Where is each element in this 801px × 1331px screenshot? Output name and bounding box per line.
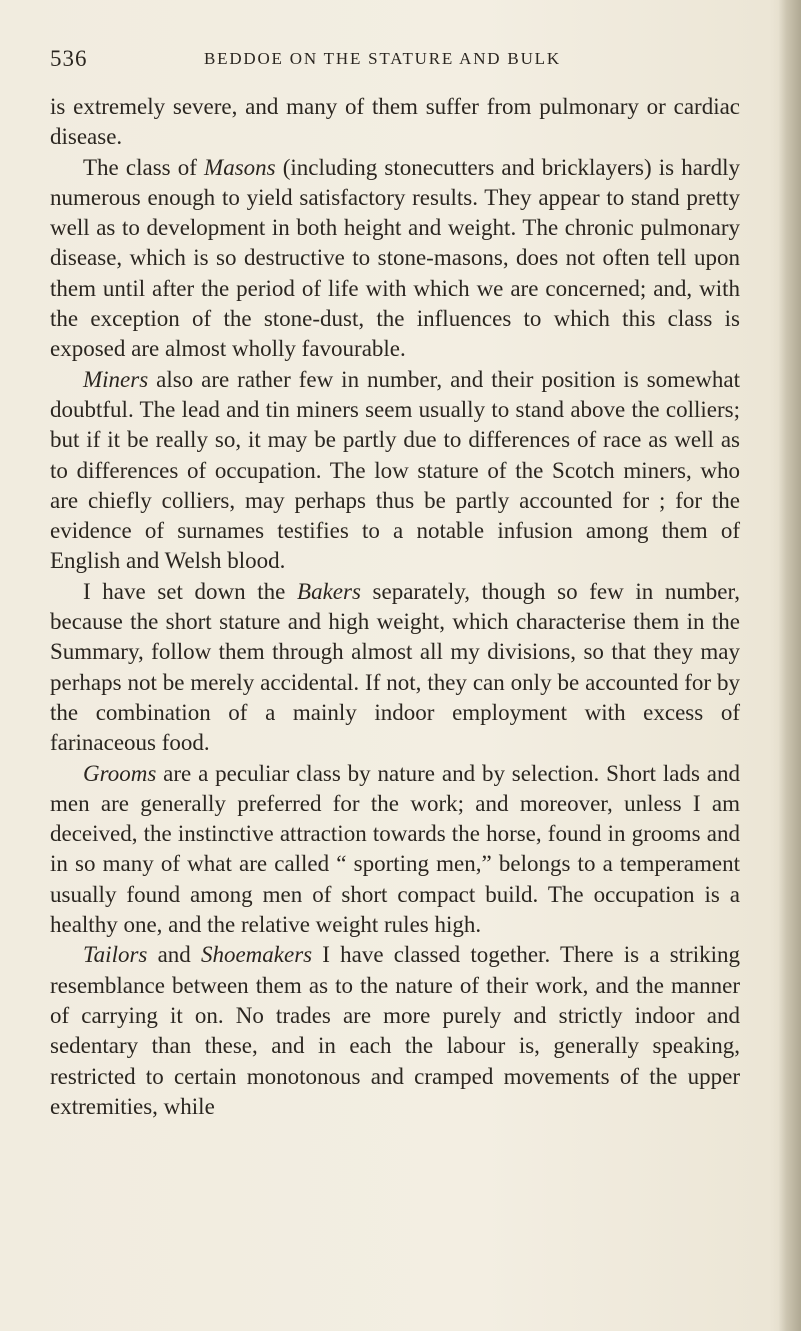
italic-term-grooms: Grooms (83, 760, 157, 786)
paragraph-text: are a peculiar class by nature and by selection. Short lads and men are generally preferred for the work; and moreover, unless I am deceived, the instinctive attraction towards the horse, found in grooms and in so many of what are called “ sporting men,” belongs to a temperament usually found among men of short compact build. The occupation is a healthy one, and the relative weight rules high. (50, 760, 740, 938)
paragraph-conjunction: and (147, 942, 201, 968)
paragraph-text: (including stonecutters and bricklayers) is hardly numerous enough to yield satisfactory results. They appear to stand pretty well as to development in both height and weight. The chronic pulmonary disease, which is so destructive to stone-masons, does not often tell upon them until after the period of life with which we are concerned; and, with the exception of the stone-dust, the influences to which this class is exposed are almost wholly favourable. (50, 154, 740, 362)
paragraph-miners (50, 365, 740, 577)
paragraph-bakers (50, 577, 740, 759)
paragraph-text: is extremely severe, and many of them suffer from pulmonary or cardiac disease. (50, 94, 740, 150)
paragraph-continued (50, 92, 740, 153)
paragraph-tailors (50, 940, 740, 1122)
paragraph-prefix: I have set down the (83, 578, 298, 604)
italic-term-tailors: Tailors (83, 942, 148, 968)
italic-term-shoemakers: Shoemakers (200, 942, 313, 968)
italic-term-bakers: Bakers (297, 578, 361, 604)
page-header (50, 46, 740, 76)
page-edge-shadow (779, 0, 801, 1331)
paragraph-grooms (50, 759, 740, 941)
paragraph-text: I have classed together. There is a striking resemblance between them as to the nature of their work, and the manner of carrying it on. No trades are more purely and strictly indoor and sedentary than these, and in each the labour is, generally speaking, restricted to certain monotonous and cramped movements of the upper extremities, while (50, 942, 740, 1119)
paragraph-text: separately, though so few in number, because the short stature and high weight, which characterise them in the Summary, follow them through almost all my divisions, so that they may perhaps not be merely accidental. If not, they can only be accounted for by the combination of a mainly indoor employment with excess of farinaceous food. (50, 578, 741, 756)
page-number: 536 (50, 46, 88, 71)
paragraph-masons (50, 153, 740, 365)
italic-term-masons: Masons (204, 154, 276, 180)
italic-term-miners: Miners (83, 366, 149, 392)
paragraph-prefix: The class of (83, 154, 205, 180)
body-text (50, 92, 740, 1122)
running-head: BEDDOE ON THE STATURE AND BULK (204, 49, 561, 68)
paragraph-text: also are rather few in number, and their position is somewhat doubtful. The lead and tin miners seem usually to stand above the colliers; but if it be really so, it may be partly due to differences of race as well as to differences of occupation. The low stature of the Scotch miners, who are chiefly colliers, may perhaps thus be partly accounted for ; for the evidence of surnames testifies to a notable infusion among them of English and Welsh blood. (50, 366, 740, 574)
